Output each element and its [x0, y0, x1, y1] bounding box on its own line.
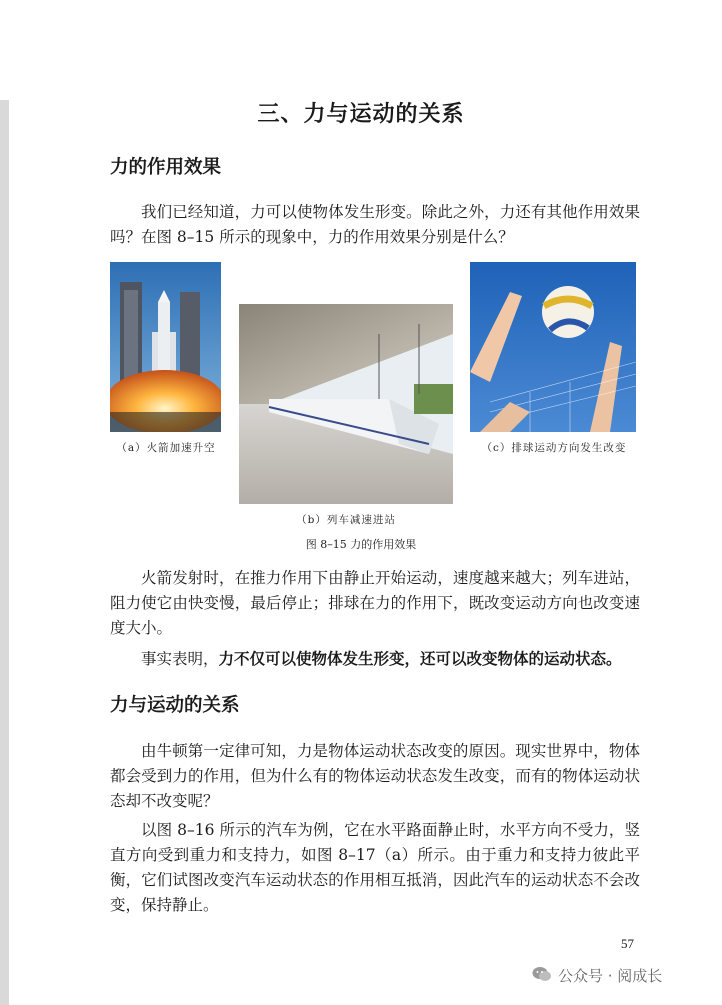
paragraph-intro: 我们已经知道，力可以使物体发生形变。除此之外，力还有其他作用效果吗？在图 8–15 所示的现象中，力的作用效果分别是什么？ [110, 203, 640, 246]
caption-volleyball: （c）排球运动方向发生改变 [481, 442, 627, 454]
caption-rocket: （a）火箭加速升空 [116, 442, 216, 454]
wechat-icon [532, 966, 552, 986]
rocket-launch-photo [110, 262, 221, 432]
figure-title: 图 8–15 力的作用效果 [305, 538, 417, 551]
heading-force-effects: 力的作用效果 [110, 157, 222, 178]
conclusion-bold: 力不仅可以使物体发生形变，还可以改变物体的运动状态。 [218, 650, 622, 668]
paragraph-examples: 火箭发射时，在推力作用下由静止开始运动，速度越来越大；列车进站，阻力使它由快变慢，最后停止；排球在力的作用下，既改变运动方向也改变速度大小。 [110, 569, 640, 637]
page-number: 57 [621, 936, 634, 951]
paragraph-newton: 由牛顿第一定律可知，力是物体运动状态改变的原因。现实世界中，物体都会受到力的作用，但为什么有的物体运动状态发生改变，而有的物体运动状态却不改变呢？ [110, 742, 640, 810]
page-edge-bar [0, 100, 9, 1005]
heading-force-motion: 力与运动的关系 [110, 695, 240, 716]
paragraph-car-example: 以图 8–16 所示的汽车为例，它在水平路面静止时，水平方向不受力，竖直方向受到重力和支持力，如图 8–17（a）所示。由于重力和支持力彼此平衡，它们试图改变汽车运动状态的作用相互抵消，因此汽车的运动状态不会改变，保持静止。 [110, 821, 640, 914]
watermark [532, 965, 662, 986]
paragraph-conclusion [110, 647, 640, 672]
volleyball-photo [470, 262, 636, 432]
train-station-photo [239, 304, 453, 504]
section-title: 三、力与运动的关系 [257, 102, 465, 127]
watermark-text: 公众号 · 阅成长 [558, 967, 663, 985]
caption-train: （b）列车减速进站 [296, 514, 396, 526]
conclusion-prefix: 事实表明， [141, 650, 219, 668]
